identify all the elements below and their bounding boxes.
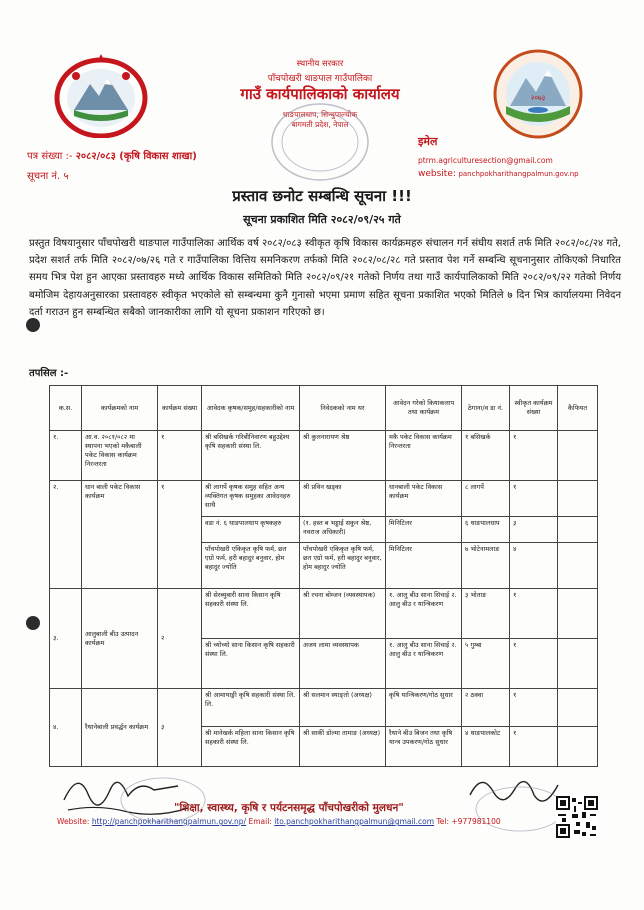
cell-remarks [558,589,598,639]
cell-remarks [558,543,598,589]
header-activity: आवेदन गरेको कियाकलाप तथा कार्यक्रम [386,386,462,431]
cell-approved: १ [510,431,558,481]
cell-activity: मकै पकेट विकास कार्यक्रम निरन्तरता [386,431,462,481]
cell-applicant: पाँचपोखरी एकिकृत कृषि फर्म, छत एग्रो फर्म, हरी बहादुर बनुवार, होम बहादुर ज्योति [202,543,300,589]
cell-remarks [558,517,598,543]
cell-approved: ३ [510,517,558,543]
cell-person: अजय लामा व्यवस्थापक [300,639,386,689]
footer-slogan: "शिक्षा, स्वास्थ्य, कृषि र पर्यटनसमृद्ध पाँचपोखरीको मुलधन" [174,802,404,814]
cell-count: १ [158,481,202,589]
footer-website-link[interactable]: http://panchpokharithangpalmun.gov.np/ [91,817,247,826]
cell-activity: रैथाने बीउ बिजन तथा कृषि यान्त्र उपकरण/गोठ सुधार [386,727,462,767]
email-address: ptrm.agriculturesection@gmail.com [418,156,553,165]
cell-person: श्री साकीं डोल्मा तामाङ (अध्यक्ष) [300,727,386,767]
cell-remarks [558,481,598,517]
details-label: तपसिल :- [29,368,69,379]
cell-applicant: श्री लागर्पे कृषक समुह सहित अन्य व्यक्तिगत कृषक समुहका आवेदनहरु साथै [202,481,300,517]
cell-applicant: श्री बसिखर्क गरिबीनिवारण बहुउद्देश्य कृषि सहकारी संस्था लि. [202,431,300,481]
cell-approved: १ [510,689,558,727]
cell-remarks [558,689,598,727]
cell-activity: १. आलु बीउ साना सिचाई २. आलु बीउ र यान्त्रिकरण [386,639,462,689]
cell-person: श्री सलमान स्याङ्तो (अध्यक्ष) [300,689,386,727]
footer-email-label: Email: [248,817,272,826]
website-url: panchpokharithangpalmun.gov.np [458,170,579,178]
cell-person: श्री प्रविन खड्का [300,481,386,517]
notice-body: प्रस्तुत विषयानुसार पाँचपोखरी थाङपाल गाउँपालिका आर्थिक वर्ष २०८२/०८३ स्वीकृत कृषि विकास कार्यक्रमहरु संचालन गर्न संघीय सशर्त तर्फ मिति २०८२/०८/२४ गते, प्रदेश सशर्त तर्फ मिति २०८२/०७/२६ गते र गाउँपालिका वित्तिय समनिकरण तर्फको मिति २०८२/०८/२८ गते प्रस्ताव पेश गर्ने सम्बन्धि सूचनानुसार तोकिएको निधारित समय भित्र पेश हुन आएका प्रस्तावहरु मध्ये आर्थिक विकास समितिको मिति २०८२/०९/२१ गतेको निर्णय तथा गाउँ कार्यपालिकाको मिति २०८२/०९/२२ गतेको निर्णय बमोजिम देहायअनुसारका प्रस्तावहरु स्वीकृत भएकोले सो सम्बन्धमा कुनै गुनासो भएमा प्रमाण सहित सूचना प्रकाशित भएको मितिले ७ दिन भित्र कार्यालयमा निवेदन दर्ता गराउन हुन सम्बन्धित सबैको जानकारीका लागि यो सूचना प्रकाशन गरिएको छ। [29,238,621,318]
cell-program: आ.व. २०८१/०८२ मा स्थापना भएको मकैबाली पकेट विकास कार्यक्रम निरन्तरता [82,431,158,481]
cell-sn: ४. [50,689,82,767]
header-program: कार्यक्रमको नाम [82,386,158,431]
logo-year-text: २०७३ [530,94,546,102]
website-label: website: [418,169,456,179]
office-stamp [268,100,372,184]
office-title: गाउँ कार्यपालिकाको कार्यालय [240,85,400,103]
publish-date: सूचना प्रकाशित मिति २०८२/०९/२५ गते [243,213,401,226]
cell-count: ३ [158,689,202,767]
header-remarks: कैफियत [558,386,598,431]
cell-sn: ३. [50,589,82,689]
cell-person: श्री कुलनारायण श्रेष्ठ [300,431,386,481]
cell-program: रैथानेबाली प्रवर्द्धन कार्यक्रम [82,689,158,767]
punch-hole-icon [26,318,40,332]
website-line [418,169,579,179]
header-person: निवेदकको नाम थर [300,386,386,431]
footer-email-link[interactable]: ito.panchpokharithangpalmun@gmail.com [274,817,435,826]
letter-number [27,148,197,162]
cell-address: ७ भोटेनामलाङ [462,543,510,589]
cell-applicant: श्री सेरब्युबारी साना किसान कृषि सहकारी संस्था लि. [202,589,300,639]
notice-title: प्रस्ताव छनोट सम्बन्धि सूचना !!! [232,187,412,205]
cell-applicant: श्री आमायाङ्री कृषि सहकारी संस्था लि. लि. [202,689,300,727]
header-approved: स्वीकृत कार्यक्रम संख्या [510,386,558,431]
cell-person: (१. हस्त ब भड्डाई सकुन श्रेष्ठ, नवराज अधिकारी) [300,517,386,543]
footer-website-label: Website: [57,817,90,826]
cell-sn: २. [50,481,82,589]
letter-number-value: २०८२/०८३ (कृषि विकास शाखा) [75,151,197,162]
cell-approved: ४ [510,543,558,589]
header-sn: क.स. [50,386,82,431]
cell-approved: १ [510,481,558,517]
footer-tel-label: Tel: [436,817,449,826]
table-row [50,589,598,639]
cell-address: ६ थाङपालधाप [462,517,510,543]
table-row [50,481,598,517]
email-label: इमेल [418,135,438,148]
cell-person: पाँचपोखरी एकिकृत कृषि फर्म, छत एग्रो फर्म, हरी बहादुर बनुवार, होम बहादुर ज्योति [300,543,386,589]
cell-activity: मिनिटिलर [386,543,462,589]
cell-address: ४ थाङपालकोट [462,727,510,767]
cell-activity: कृषि यान्त्रिकरण/गोठ सुधार [386,689,462,727]
cell-applicant: श्री मानेखर्क महिला साना किसान कृषि सहकारी संस्था लि. [202,727,300,767]
cell-address: ३ भोताङ [462,589,510,639]
municipality-logo [492,48,584,140]
cell-address: १ बसिखर्क [462,431,510,481]
header-count: कार्यक्रम संख्या [158,386,202,431]
cell-activity: १. आलु बीउ साना सिचाई २. आलु बीउ र यान्त्रिकरण [386,589,462,639]
address-line-2: बागमती प्रदेश, नेपाल [291,120,349,129]
cell-program: आलुबाली बीउ उत्पादन कार्यक्रम [82,589,158,689]
header-address: ठेगाना/व डा नं. [462,386,510,431]
cell-count: २ [158,589,202,689]
header-applicant: आवेदक कृषक/समुह/सहकारीको नाम [202,386,300,431]
cell-address: ८ लागर्पे [462,481,510,517]
footer-tel: +977981100 [451,817,501,826]
cell-remarks [558,727,598,767]
nepal-emblem-logo [52,54,150,138]
details-table [49,385,598,767]
cell-remarks [558,639,598,689]
cell-program: धान बाली पकेट विकास कार्यक्रम [82,481,158,589]
address-line-1: थाङपालधाप, सिन्धुपाल्चोक [282,110,358,119]
cell-address: ५ गुम्बा [462,639,510,689]
cell-activity: धानबाली पकेट विकास कार्यक्रम [386,481,462,517]
municipality-name: पाँचपोखरी थाङपाल गाउँपालिका [267,74,373,84]
notice-number: सूचना नं. ५ [27,171,69,182]
footer-contact [57,817,501,826]
table-row [50,431,598,481]
cell-approved: १ [510,639,558,689]
letter-number-label: पत्र संख्या :- [27,151,73,162]
cell-applicant: श्री च्योच्यो साना किसान कृषि सहकारी संस्था लि. [202,639,300,689]
table-row [50,689,598,727]
cell-remarks [558,431,598,481]
cell-sn: १. [50,431,82,481]
cell-approved: १ [510,589,558,639]
punch-hole-icon [26,616,40,630]
cell-person: श्री रचना बोम्जन (व्यवस्थापक) [300,589,386,639]
qr-code-icon [556,796,598,838]
local-govt-label: स्थानीय सरकार [296,59,344,69]
cell-approved: १ [510,727,558,767]
cell-count: १ [158,431,202,481]
cell-activity: मिनिटिलर [386,517,462,543]
table-header-row [50,386,598,431]
cell-applicant: वडा नं. ६ थाङपालधाप कृषकहरु [202,517,300,543]
cell-address: २ ठक्वा [462,689,510,727]
